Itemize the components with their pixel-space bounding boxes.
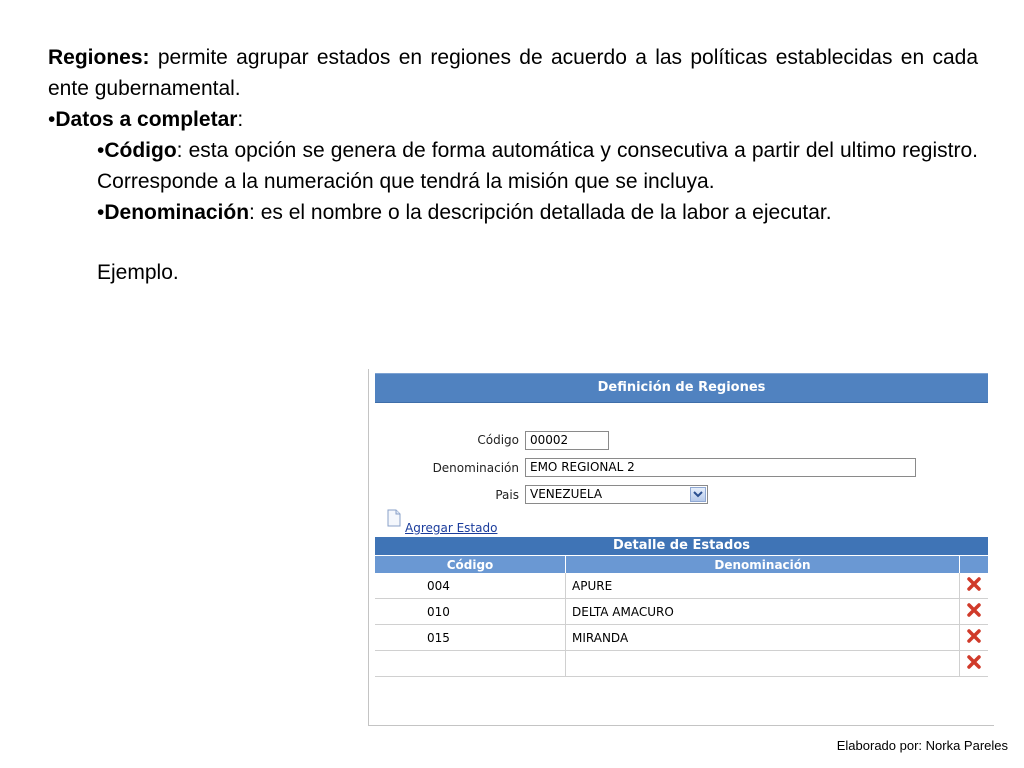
term-datos: Datos a completar <box>55 108 238 131</box>
pais-selected-value: VENEZUELA <box>530 487 603 501</box>
bullet: • <box>48 108 56 131</box>
pais-select[interactable] <box>525 485 708 504</box>
delete-x-icon[interactable] <box>966 654 982 673</box>
cell-denominacion: APURE <box>566 573 960 599</box>
colon: : <box>237 108 244 131</box>
cell-codigo <box>375 651 566 677</box>
codigo-input[interactable] <box>525 431 609 450</box>
cell-codigo: 004 <box>375 573 566 599</box>
table-row <box>375 651 988 677</box>
col-denominacion-header: Denominación <box>566 556 960 573</box>
chevron-down-icon[interactable] <box>690 487 706 502</box>
add-estado-link-text[interactable]: Agregar Estado <box>405 521 498 535</box>
term-regiones: Regiones: <box>48 46 150 69</box>
delete-x-icon[interactable] <box>966 628 982 647</box>
denominacion-description: : es el nombre o la descripción detallada de la labor a ejecutar. <box>249 201 832 224</box>
codigo-label: Código <box>477 433 519 447</box>
form-title: Definición de Regiones <box>375 373 988 403</box>
delete-button[interactable] <box>960 573 989 599</box>
bullet-denominacion <box>48 197 978 228</box>
denominacion-input[interactable] <box>525 458 916 477</box>
paragraph-regiones <box>48 42 978 104</box>
table-row <box>375 625 988 651</box>
pais-label: Pais <box>495 488 519 502</box>
cell-codigo: 015 <box>375 625 566 651</box>
cell-denominacion: MIRANDA <box>566 625 960 651</box>
table-row <box>375 573 988 599</box>
detail-title: Detalle de Estados <box>375 537 988 555</box>
delete-x-icon[interactable] <box>966 602 982 621</box>
regiones-form-screenshot <box>368 369 994 726</box>
col-delete-header <box>960 556 989 573</box>
term-codigo: Código <box>104 139 177 162</box>
regiones-description: permite agrupar estados en regiones de acuerdo a las políticas establecidas en cada ente gubernamental. <box>48 46 978 100</box>
document-icon <box>387 509 401 530</box>
delete-button[interactable] <box>960 625 989 651</box>
example-label: Ejemplo. <box>97 261 179 284</box>
denominacion-label: Denominación <box>432 461 519 475</box>
delete-button[interactable] <box>960 651 989 677</box>
cell-denominacion <box>566 651 960 677</box>
bullet: • <box>97 139 105 162</box>
term-denominacion: Denominación <box>104 201 250 224</box>
table-header-row <box>375 556 988 573</box>
codigo-description: : esta opción se genera de forma automática y consecutiva a partir del ultimo registro. Corresponde a la numeración que tendrá la misión que se incluya. <box>97 139 978 193</box>
paragraph-datos <box>48 104 978 135</box>
cell-denominacion: DELTA AMACURO <box>566 599 960 625</box>
bullet-codigo <box>48 135 978 197</box>
delete-x-icon[interactable] <box>966 576 982 595</box>
bullet: • <box>97 201 105 224</box>
delete-button[interactable] <box>960 599 989 625</box>
slide-text <box>48 42 978 288</box>
table-row <box>375 599 988 625</box>
col-codigo-header: Código <box>375 556 566 573</box>
cell-codigo: 010 <box>375 599 566 625</box>
estados-table <box>375 556 988 677</box>
footer-author: Elaborado por: Norka Pareles <box>836 738 1008 753</box>
